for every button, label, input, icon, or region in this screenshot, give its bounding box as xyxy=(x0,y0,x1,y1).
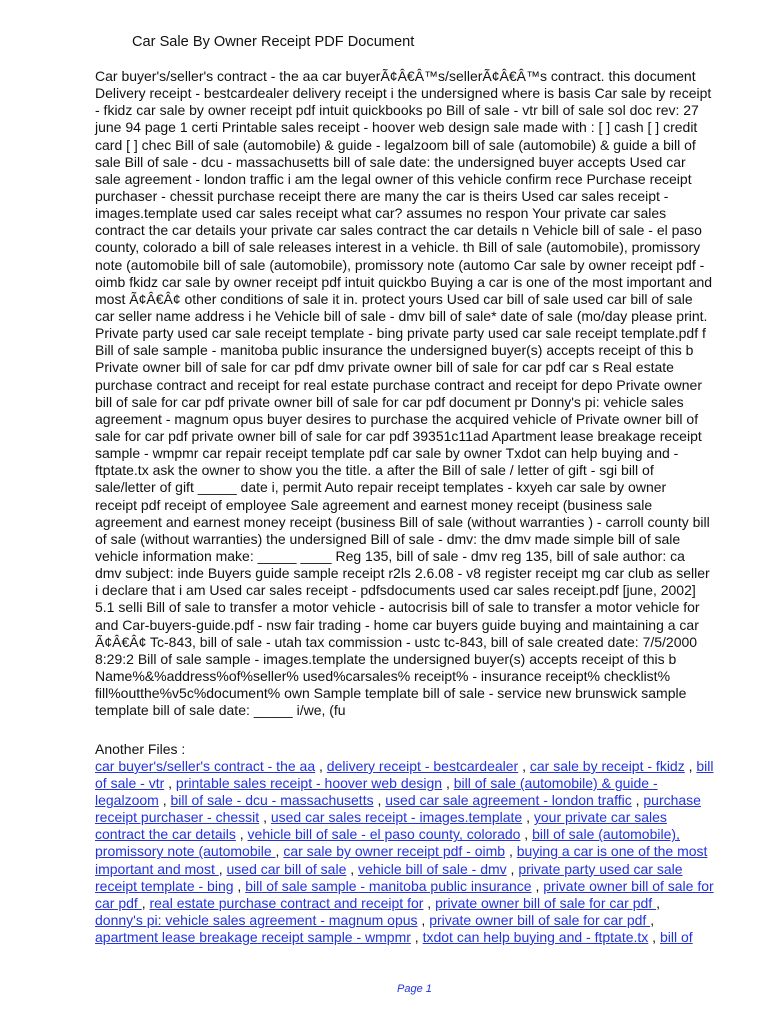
link-separator: , xyxy=(423,894,436,911)
body-line: Ã¢Â€Â¢ Tc-843, bill of sale - utah tax commission - ustc tc-843, bill of sale created date: 7/5/2000 xyxy=(95,633,698,650)
body-line: Name%&%address%of%seller% used%carsales% receipt% - insurance receipt% checklist% xyxy=(95,667,671,684)
file-link[interactable]: car pdf xyxy=(95,894,142,911)
link-separator: , xyxy=(275,843,284,860)
link-separator: , xyxy=(233,877,246,894)
file-link[interactable]: promissory note (automobile xyxy=(95,843,276,860)
body-line: of sale (without warranties) the undersigned Bill of sale - dmv: the dmv made simple bill of sale xyxy=(95,530,681,547)
file-link[interactable]: car buyer's/seller's contract - the aa xyxy=(95,758,316,774)
file-link[interactable]: printable sales receipt - hoover web design xyxy=(175,775,443,792)
body-line: june 94 page 1 certi Printable sales receipt - hoover web design sale made with : [ ] cash [ ] credit xyxy=(95,119,698,136)
body-line: Private owner bill of sale for car pdf dmv private owner bill of sale for car pdf car s Real estate xyxy=(95,359,674,376)
link-separator: , xyxy=(631,792,644,809)
link-separator: , xyxy=(259,809,271,826)
link-separator: , xyxy=(235,826,248,843)
link-separator: , xyxy=(315,758,327,774)
link-separator: , xyxy=(520,826,533,843)
body-line: contract the car details your private car sales contract the car details n Vehicle bill of sale - el paso xyxy=(95,222,702,239)
link-separator: , xyxy=(506,860,519,877)
file-link[interactable]: used car sales receipt - images.template xyxy=(270,809,523,826)
file-link[interactable]: delivery receipt - bestcardealer xyxy=(326,758,519,774)
body-line: bill of sale for car pdf private owner bill of sale for car pdf document pr Donny's pi: vehicle sales xyxy=(95,393,684,410)
file-link[interactable]: bill of sale - dcu - massachusetts xyxy=(170,792,374,809)
body-line: receipt pdf receipt of employee Sale agreement and earnest money receipt (business sale xyxy=(95,496,653,513)
body-line: county, colorado a bill of sale releases interest in a vehicle. th Bill of sale (automobile), promissory xyxy=(95,239,701,256)
file-links-line xyxy=(95,929,735,946)
file-links-line xyxy=(95,895,735,912)
body-line: vehicle information make: _____ ____ Reg 135, bill of sale - dmv reg 135, bill of sale author: ca xyxy=(95,547,685,564)
file-links-line xyxy=(95,809,735,826)
link-separator: , xyxy=(505,843,517,860)
file-link[interactable]: purchase xyxy=(643,792,701,809)
file-links-line xyxy=(95,775,735,792)
body-line: images.template used car sales receipt what car? assumes no respon Your private car sales xyxy=(95,205,667,222)
file-link[interactable]: car sale by owner receipt pdf - oimb xyxy=(283,843,506,860)
file-link[interactable]: bill of sale sample - manitoba public insurance xyxy=(245,877,532,894)
file-link[interactable]: apartment lease breakage receipt sample - wmpmr xyxy=(95,928,411,945)
body-line: - fkidz car sale by owner receipt pdf intuit quickbooks po Bill of sale - vtr bill of sale sol doc rev: 27 xyxy=(95,102,699,119)
file-link[interactable]: donny's pi: vehicle sales agreement - magnum opus xyxy=(95,911,418,928)
file-links-line xyxy=(95,878,735,895)
page-number: Page 1 xyxy=(397,983,432,995)
link-separator: , xyxy=(518,758,530,774)
link-separator: , xyxy=(158,792,171,809)
body-line: card [ ] chec Bill of sale (automobile) & guide - legalzoom bill of sale (automobile) & guide a bill of xyxy=(95,136,696,153)
link-separator: , xyxy=(141,894,150,911)
body-line: 8:29:2 Bill of sale sample - images.template the undersigned buyer(s) accepts receipt of this b xyxy=(95,650,677,667)
file-links-line xyxy=(95,792,735,809)
body-line: Bill of sale sample - manitoba public insurance the undersigned buyer(s) accepts receipt of this b xyxy=(95,342,694,359)
file-link[interactable]: buying a car is one of the most xyxy=(516,843,708,860)
body-line: Delivery receipt - bestcardealer delivery receipt i the undersigned where is basis Car sale by receipt xyxy=(95,85,712,102)
link-separator: , xyxy=(522,809,534,826)
file-link[interactable]: used car bill of sale xyxy=(226,860,347,877)
file-link[interactable]: real estate purchase contract and receipt for xyxy=(149,894,424,911)
body-line: fill%outthe%v5c%document% own Sample template bill of sale - service new brunswick sample xyxy=(95,685,687,702)
file-links-line xyxy=(95,826,735,843)
body-line: most Ã¢Â€Â¢ other conditions of sale it in. protect yours Used car bill of sale used car bill of sale xyxy=(95,290,693,307)
file-links-line xyxy=(95,912,735,929)
body-line: car seller name address i he Vehicle bill of sale - dmv bill of sale* date of sale (mo/day please print. xyxy=(95,307,708,324)
body-line: dmv subject: inde Buyers guide sample receipt r2ls 2.6.08 - v8 register receipt mg car club as seller xyxy=(95,565,710,582)
file-link[interactable]: legalzoom xyxy=(95,792,159,809)
body-line: oimb fkidz car sale by owner receipt pdf intuit quickbo Buying a car is one of the most important and xyxy=(95,273,713,290)
file-link[interactable]: contract the car details xyxy=(95,826,236,843)
body-line: agreement and earnest money receipt (business Bill of sale (without warranties ) - carroll county bill xyxy=(95,513,710,530)
body-line: sale agreement - london traffic i am the legal owner of this vehicle confirm rece Purchase receipt xyxy=(95,170,692,187)
file-link[interactable]: car sale by receipt - fkidz xyxy=(529,758,685,774)
body-line: i declare that i am Used car sales receipt - pdfsdocuments used car sales receipt.pdf [june, 2002] xyxy=(95,582,696,599)
file-links-line xyxy=(95,758,735,775)
body-line: and Car-buyers-guide.pdf - nsw fair trading - home car buyers guide buying and maintaining a car xyxy=(95,616,699,633)
file-link[interactable]: vehicle bill of sale - dmv xyxy=(358,860,507,877)
body-line: 5.1 selli Bill of sale to transfer a motor vehicle - autocrisis bill of sale to transfer a motor vehicle for xyxy=(95,599,700,616)
file-link[interactable]: vehicle bill of sale - el paso county, colorado xyxy=(247,826,521,843)
file-links-line xyxy=(95,843,735,860)
body-line: Private party used car sale receipt template - bing private party used car sale receipt template.pdf f xyxy=(95,325,706,342)
file-link[interactable]: bill xyxy=(696,758,714,774)
file-link[interactable]: private owner bill of sale for car pdf xyxy=(429,911,651,928)
body-line: sale Bill of sale - dcu - massachusetts bill of sale date: the undersigned buyer accepts Used car xyxy=(95,153,686,170)
file-link[interactable]: bill of sale (automobile), xyxy=(532,826,680,843)
link-separator: , xyxy=(346,860,359,877)
body-line: purchase contract and receipt for real estate purchase contract and receipt for depo Private owner xyxy=(95,376,703,393)
file-link[interactable]: private owner bill of sale for car pdf xyxy=(435,894,657,911)
link-separator: , xyxy=(164,775,176,792)
link-separator: , xyxy=(218,860,227,877)
link-separator: , xyxy=(684,758,697,774)
body-line: sale/letter of gift _____ date i, permit Auto repair receipt templates - kxyeh car sale by owner xyxy=(95,479,667,496)
another-files-list xyxy=(95,758,735,946)
file-link[interactable]: receipt purchaser - chessit xyxy=(95,809,260,826)
file-link[interactable]: your private car sales xyxy=(533,809,667,826)
file-link[interactable]: receipt template - bing xyxy=(95,877,234,894)
link-separator: , xyxy=(442,775,454,792)
document-body xyxy=(95,68,735,719)
file-link[interactable]: private party used car sale xyxy=(518,860,683,877)
another-files-heading: Another Files : xyxy=(95,741,186,757)
link-separator: , xyxy=(656,894,660,911)
file-links-line xyxy=(95,861,735,878)
page-title: Car Sale By Owner Receipt PDF Document xyxy=(132,34,415,50)
link-separator: , xyxy=(650,911,655,928)
body-line: note (automobile bill of sale (automobile), promissory note (automo Car sale by owner receipt pdf - xyxy=(95,256,705,273)
file-link[interactable]: bill of xyxy=(659,928,693,945)
body-line: Car buyer's/seller's contract - the aa car buyerÃ¢Â€Â™s/sellerÃ¢Â€Â™s contract. this document xyxy=(95,68,696,84)
body-line: template bill of sale date: _____ i/we, (fu xyxy=(95,702,346,719)
file-link[interactable]: used car sale agreement - london traffic xyxy=(385,792,632,809)
body-line: purchaser - chessit purchase receipt there are many the car is theirs Used car sales receipt - xyxy=(95,187,669,204)
file-link[interactable]: private owner bill of sale for xyxy=(543,877,714,894)
body-line: agreement - magnum opus buyer desires to purchase the acquired vehicle of Private owner bill of xyxy=(95,410,699,427)
link-separator: , xyxy=(373,792,386,809)
file-link[interactable]: bill of sale (automobile) & guide - xyxy=(453,775,658,792)
body-line: sample - wmpmr car repair receipt template pdf car sale by owner Txdot can help buying and - xyxy=(95,445,679,462)
link-separator: , xyxy=(417,911,430,928)
link-separator: , xyxy=(648,928,660,945)
body-line: ftptate.tx ask the owner to show you the title. a after the Bill of sale / letter of gift - sgi bill of xyxy=(95,462,654,479)
link-separator: , xyxy=(531,877,544,894)
file-link[interactable]: txdot can help buying and - ftptate.tx xyxy=(422,928,649,945)
link-separator: , xyxy=(410,928,423,945)
body-line: sale for car pdf private owner bill of sale for car pdf 39351c11ad Apartment lease breakage receipt xyxy=(95,427,702,444)
file-link[interactable]: of sale - vtr xyxy=(95,775,165,792)
file-link[interactable]: important and most xyxy=(95,860,219,877)
